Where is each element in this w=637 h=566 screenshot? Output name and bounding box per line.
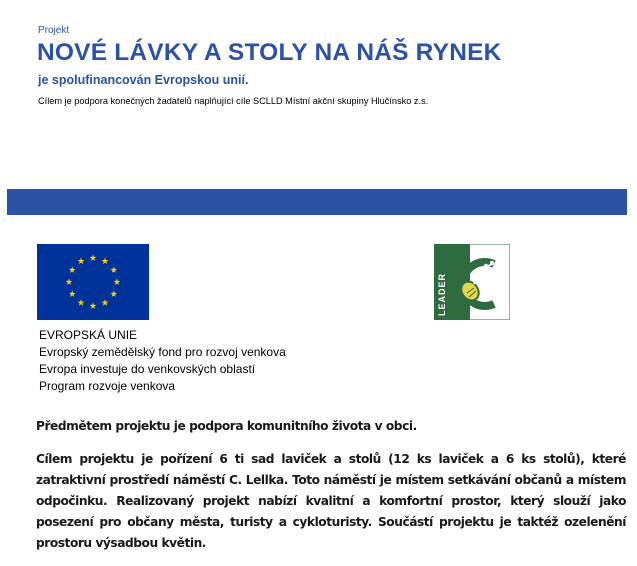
eu-block-line-3: Evropa investuje do venkovských oblastí: [39, 362, 256, 376]
cofinancing-text: je spolufinancován Evropskou unií.: [38, 73, 249, 87]
eu-block-line-1: EVROPSKÁ UNIE: [39, 328, 138, 342]
eu-block-line-4: Program rozvoje venkova: [39, 379, 176, 393]
leader-logo-icon: [434, 244, 510, 320]
project-label: Projekt: [38, 25, 70, 36]
blue-divider-bar: [7, 189, 627, 215]
aim-text: Cílem je podpora konečných žadatelů naplňující cíle SCLLD Místní akční skupiny Hlučínsko z.s.: [38, 96, 429, 106]
body-paragraph-2: Cílem projektu je pořízení 6 ti sad laviček a stolů (12 ks laviček a 6 ks stolů), které zatraktivní prostředí náměstí C. Lellka. Toto náměstí je místem setkávání občanů a místem odpočinku. Realizovaný projekt nabízí kvalitní a komfortní prostor, který slouží jako posezení pro občany města, turisty a cykloturisty. Součástí projektu je taktéž ozelenění prostoru výsadbou květin.: [36, 452, 626, 550]
project-title: NOVÉ LÁVKY A STOLY NA NÁŠ RYNEK: [37, 39, 502, 66]
eu-block-line-2: Evropský zemědělský fond pro rozvoj venkova: [39, 345, 286, 359]
leader-text: LEADER: [437, 272, 447, 316]
body-paragraph-1: Předmětem projektu je podpora komunitního života v obci.: [36, 419, 417, 433]
eu-flag-icon: [37, 244, 149, 320]
